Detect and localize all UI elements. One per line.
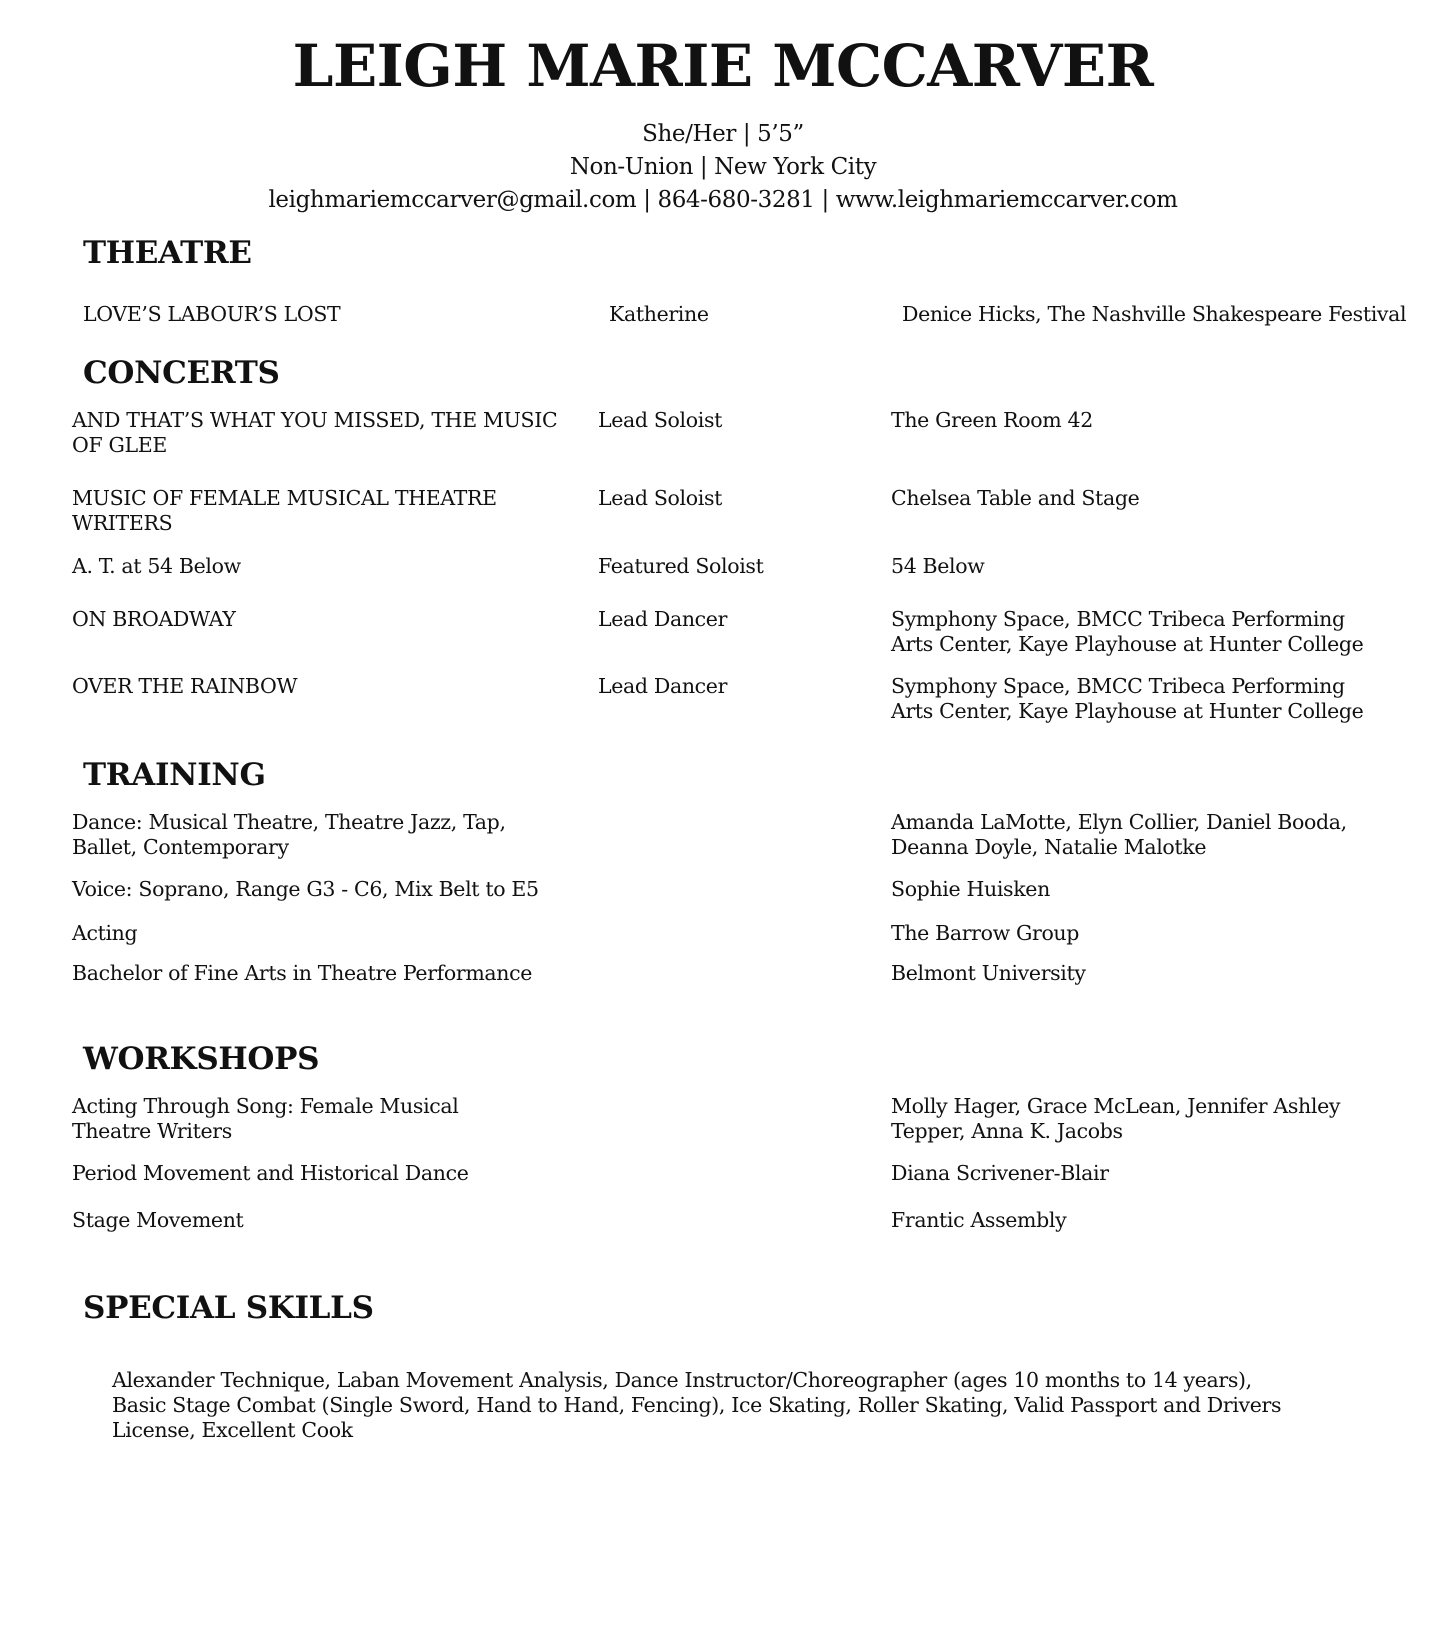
union-location: Non-Union | New York City [569,154,877,180]
training-teacher: Sophie Huisken [891,877,1050,901]
concert-role: Featured Soloist [598,554,764,578]
special-skills-text: Alexander Technique, Laban Movement Analysis, Dance Instructor/Choreographer (ages 10 months to 14 years), Basic Stage Combat (Single Sword, Hand to Hand, Fencing), Ice Skating, Roller Skating, Valid Passport and Drivers License, Excellent Cook [112,1368,1282,1442]
concert-role: Lead Soloist [598,486,723,510]
training-teacher: Belmont University [891,961,1086,985]
concert-role: Lead Dancer [598,674,728,698]
concert-venue: 54 Below [891,554,985,578]
concert-role: Lead Dancer [598,607,728,631]
training-subject: Bachelor of Fine Arts in Theatre Performance [72,961,533,985]
theatre-venue: Denice Hicks, The Nashville Shakespeare Festival [902,302,1407,326]
concert-venue: Symphony Space, BMCC Tribeca Performing Arts Center, Kaye Playhouse at Hunter College [891,674,1364,723]
workshop-subject: Period Movement and Historical Dance [72,1161,469,1185]
concert-venue: The Green Room 42 [891,408,1093,432]
concert-title: ON BROADWAY [72,607,236,631]
concert-venue: Symphony Space, BMCC Tribeca Performing Arts Center, Kaye Playhouse at Hunter College [891,607,1364,656]
concert-role: Lead Soloist [598,408,723,432]
training-heading: TRAINING [83,757,266,793]
training-teacher: The Barrow Group [891,921,1080,945]
workshop-teacher: Frantic Assembly [891,1208,1067,1232]
training-subject: Voice: Soprano, Range G3 - C6, Mix Belt to E5 [72,877,539,901]
workshop-teacher: Molly Hager, Grace McLean, Jennifer Ashley Tepper, Anna K. Jacobs [891,1094,1341,1143]
training-subject: Acting [72,921,138,945]
workshop-subject: Stage Movement [72,1208,244,1232]
concert-title: A. T. at 54 Below [72,554,241,578]
theatre-heading: THEATRE [83,235,252,271]
workshop-teacher: Diana Scrivener-Blair [891,1161,1109,1185]
theatre-title: LOVE’S LABOUR’S LOST [83,302,341,326]
pronouns-height: She/Her | 5’5” [642,121,804,147]
concert-venue: Chelsea Table and Stage [891,486,1140,510]
concert-title: OVER THE RAINBOW [72,674,298,698]
resume-name: LEIGH MARIE MCCARVER [292,32,1154,100]
workshop-subject: Acting Through Song: Female Musical Theatre Writers [72,1094,459,1143]
concert-title: AND THAT’S WHAT YOU MISSED, THE MUSIC OF GLEE [72,408,558,457]
concerts-heading: CONCERTS [83,355,280,391]
training-teacher: Amanda LaMotte, Elyn Collier, Daniel Booda, Deanna Doyle, Natalie Malotke [891,810,1347,859]
training-subject: Dance: Musical Theatre, Theatre Jazz, Tap, Ballet, Contemporary [72,810,506,859]
theatre-role: Katherine [609,302,709,326]
workshops-heading: WORKSHOPS [83,1041,320,1077]
concert-title: MUSIC OF FEMALE MUSICAL THEATRE WRITERS [72,486,497,535]
contact-info: leighmariemccarver@gmail.com | 864-680-3281 | www.leighmariemccarver.com [268,187,1178,213]
special-skills-heading: SPECIAL SKILLS [83,1290,374,1326]
